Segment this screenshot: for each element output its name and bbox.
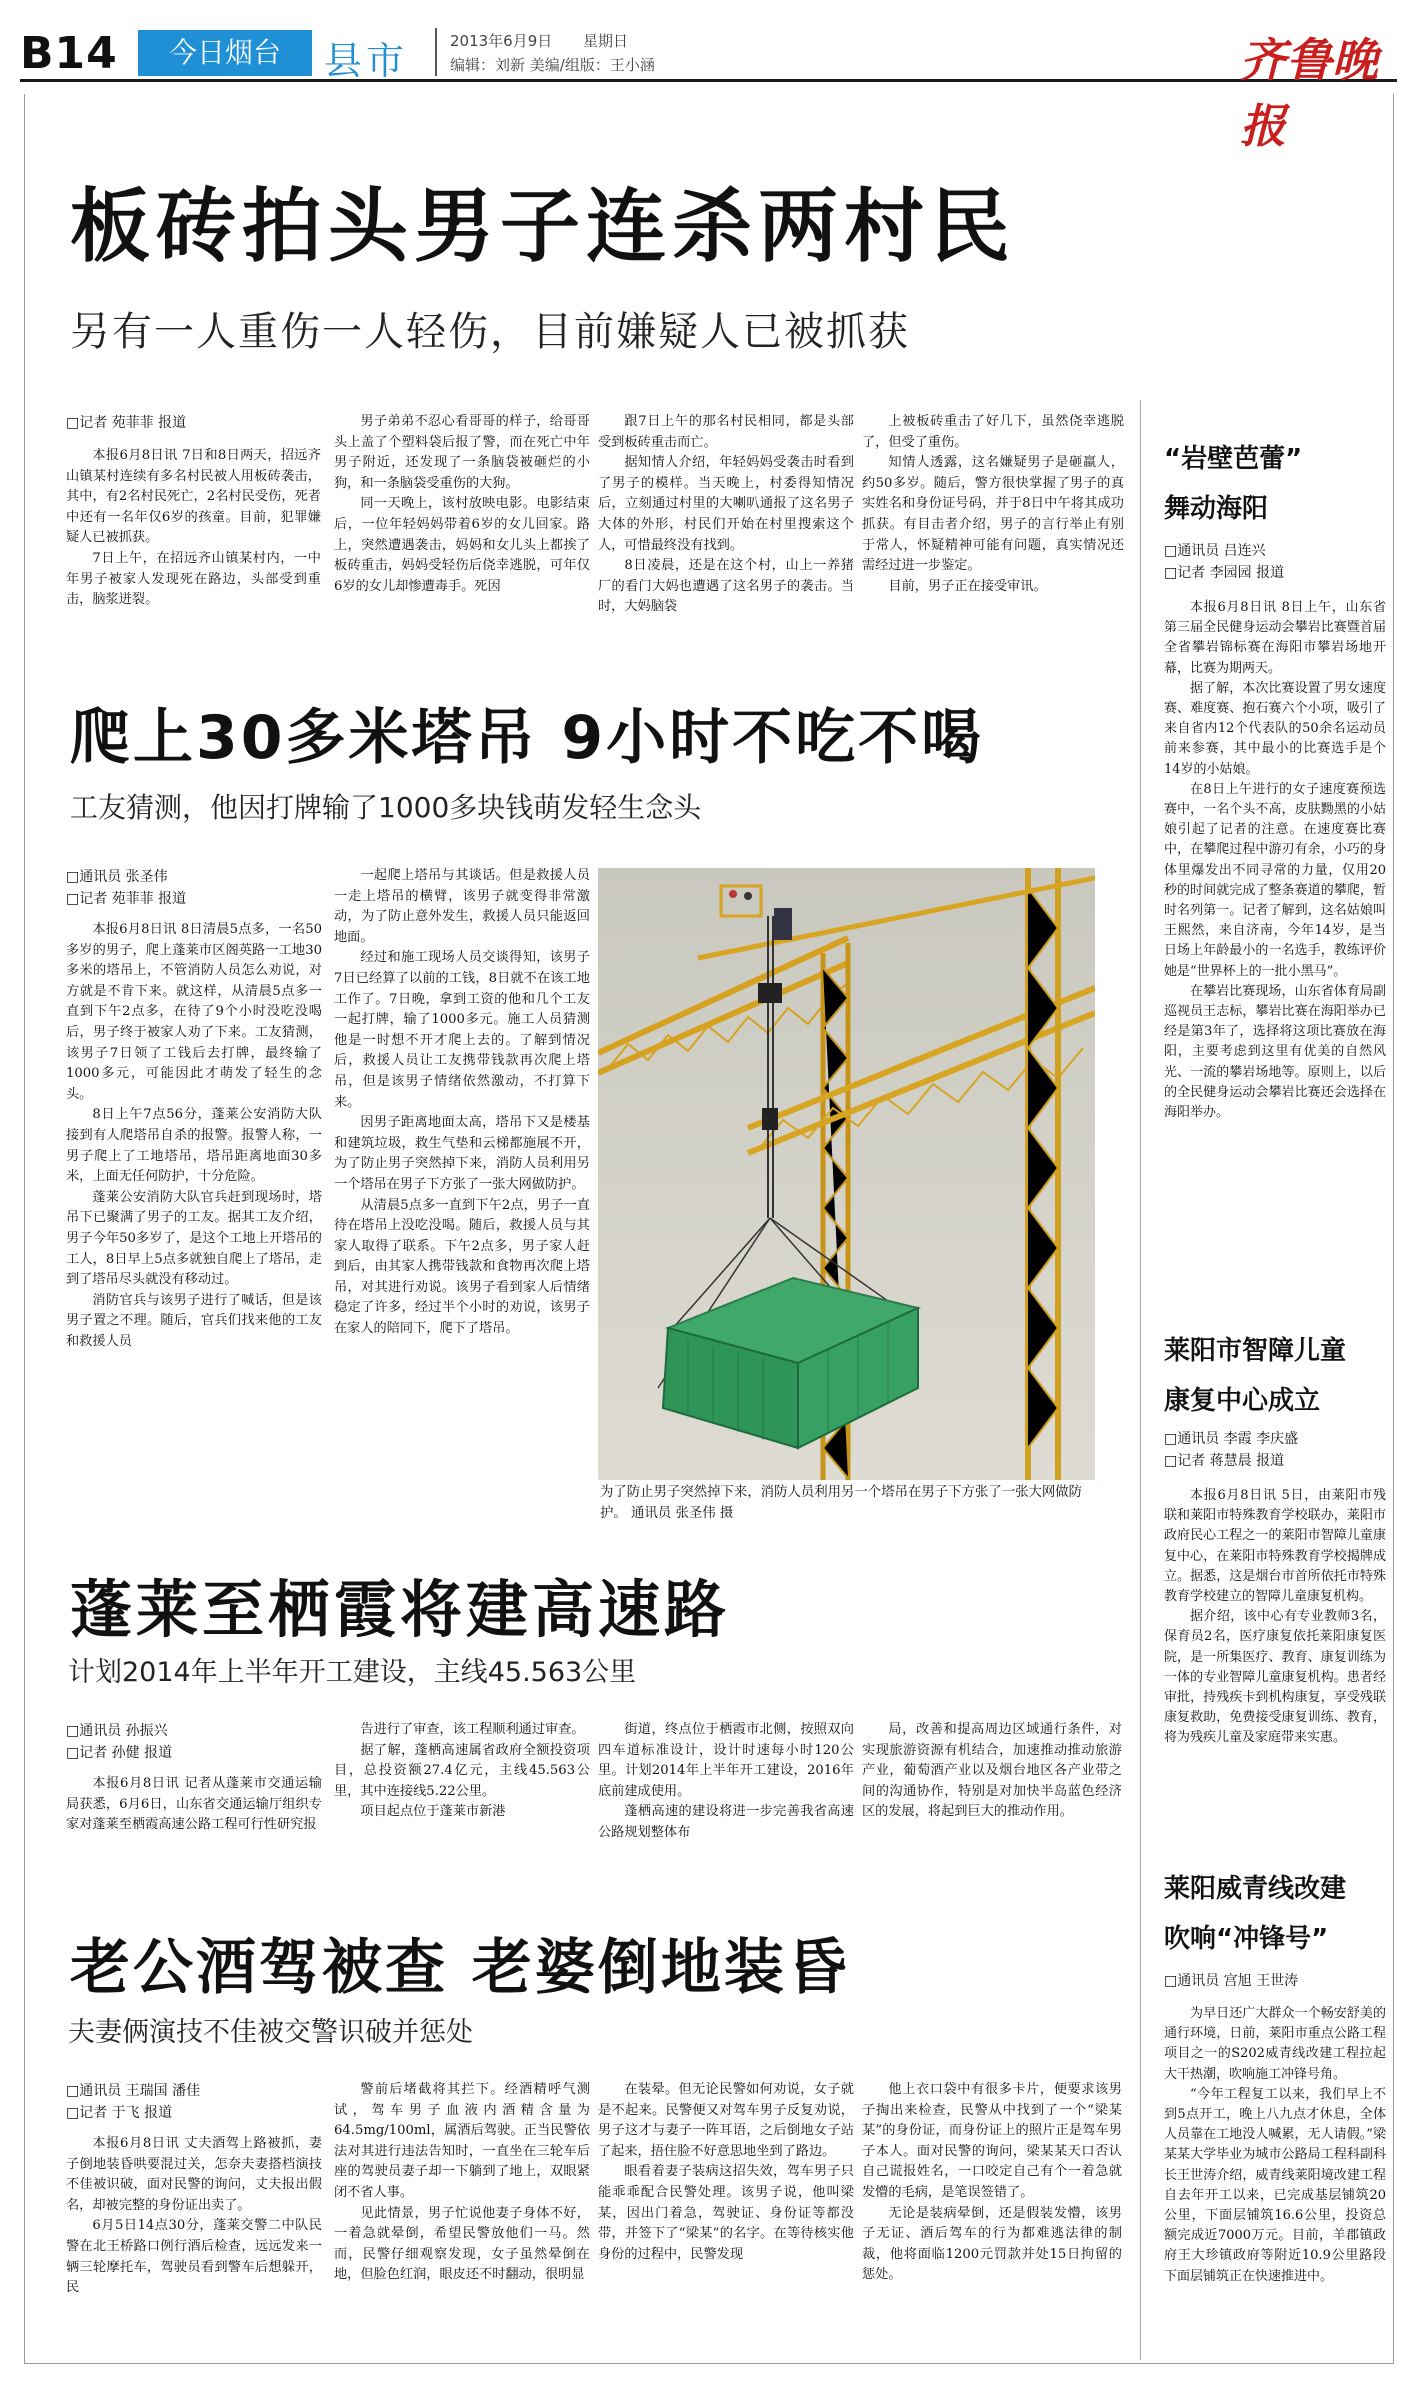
paragraph: 7日上午，在招远齐山镇某村内，一中年男子被家人发现死在路边，头部受到重击，脑浆迸裂。 [66, 550, 321, 608]
paragraph: 警前后堵截将其拦下。经酒精呼气测试，驾车男子血液内酒精含量为64.5mg/100ml，属酒后驾驶。正当民警依法对其进行违法告知时，一直坐在三轮车后座的驾驶员妻子却一下躺到了地上，双眼紧闭不省人事。 [334, 2082, 590, 2200]
paragraph: 知情人透露，这名嫌疑男子是砸羸人，约50多岁。随后，警方很快掌握了男子的真实姓名和身份证号码，并于8日中午将其成功抓获。有目击者介绍，男子的言行举止有别于常人，怀疑精神可能有问题，真实情况还需经过进一步鉴定。 [862, 455, 1124, 574]
paragraph: 为早日还广大群众一个畅安舒美的通行环境，日前，莱阳市重点公路工程项目之一的S202威青线改建工程拉起大干热潮，吹响施工冲锋号角。 [1164, 2006, 1386, 2082]
paragraph: 蓬莱公安消防大队官兵赶到现场时，塔吊下已聚满了男子的工友。据其工友介绍，男子今年50多岁了，是这个工地上开塔吊的工人，8日早上5点多就独自爬上了塔吊，走到了塔吊尽头就没有移动过。 [66, 1189, 322, 1288]
story2-byline-1: □通讯员 张圣伟 [66, 869, 168, 885]
editors-credit: 编辑：刘新 美编/组版：王小涵 [450, 56, 655, 74]
paragraph: 告进行了审查，该工程顺利通过审查。 [360, 1722, 585, 1737]
story3-byline-1: □通讯员 孙振兴 [66, 1723, 168, 1739]
story1-col3 [598, 412, 854, 648]
sidebar-divider [1140, 400, 1141, 2360]
section-name: 县市 [324, 39, 409, 83]
paragraph: 据了解，蓬栖高速属省政府全额投资项目，总投资额27.4亿元，主线45.563公里，其中连接线5.22公里。 [334, 1742, 590, 1799]
story1-subhead: 另有一人重伤一人轻伤，目前嫌疑人已被抓获 [70, 309, 910, 355]
story4-byline-1: □通讯员 王瑞国 潘佳 [66, 2083, 201, 2099]
paragraph: 8日凌晨，还是在这个村，山上一养猪厂的看门大妈也遭遇了这名男子的袭击。当时，大妈脑袋 [598, 558, 854, 615]
paragraph: 目前，男子正在接受审讯。 [888, 578, 1047, 594]
paragraph: 局，改善和提高周边区域通行条件，对实现旅游资源有机结合，加速推动推动旅游产业，葡萄酒产业以及烟台地区各产业带之间的沟通协作，特别是对加快半岛蓝色经济区的发展，将起到巨大的推动作用。 [862, 1722, 1122, 1820]
paragraph: 本报6月8日讯 8日清晨5点多，一名50多岁的男子，爬上蓬莱市区阁英路一工地30多米的塔吊上，不管消防人员怎么劝说，对方就是不肯下来。就这样，从清晨5点多一直到下午2点多，在待了9个小时没吃没喝后，男子终于被家人劝了下来。工友猜测，该男子7日领了工钱后去打牌，最终输了1000多元，可能因此才萌发了轻生的念头。 [66, 922, 322, 1102]
story3-subhead: 计划2014年上半年开工建设，主线45.563公里 [68, 1657, 637, 1688]
paragraph: 据知情人介绍，年轻妈妈受袭击时看到了男子的模样。当天晚上，村委得知情况后，立刻通过村里的大喇叭通报了这名男子大体的外形，村民们开始在村里搜索这个人，可惜最终没有找到。 [598, 455, 854, 553]
story2-col1 [66, 920, 322, 1486]
paragraph: 本报6月8日讯 5日，由莱阳市残联和莱阳市特殊教育学校联办，莱阳市政府民心工程之一的莱阳市智障儿童康复中心，在莱阳市特殊教育学校揭牌成立。据悉，这是烟台市首所依托市特殊教育学校建立的智障儿童康复机构。 [1164, 1488, 1386, 1605]
sidebar3-title-2: 吹响“冲锋号” [1164, 1924, 1329, 1954]
story3-col2 [334, 1720, 590, 1884]
masthead-divider [435, 28, 437, 76]
paragraph: 眼看着妻子装病这招失效，驾车男子只能乖乖配合民警处理。该男子说，他叫梁某，因出门着急，驾驶证、身份证等都没带，并签下了“梁某”的名字。在等待核实他身份的过程中，民警发现 [598, 2164, 854, 2262]
sidebar2-title-2: 康复中心成立 [1164, 1386, 1321, 1416]
sidebar2-byline-2: □记者 蒋慧晨 报道 [1164, 1453, 1285, 1469]
story4-col4 [862, 2080, 1122, 2352]
paragraph: 他上衣口袋中有很多卡片，便要求该男子掏出来检查，民警从中找到了一个“梁某某”的身份证，而身份证上的照片正是驾车男子本人。面对民警的询问，梁某某天口否认自己谎报姓名，一口咬定自己有个一着急就发懵的毛病，是笔误签错了。 [862, 2082, 1122, 2200]
sidebar3-byline-1: □通讯员 宫旭 王世涛 [1164, 1973, 1299, 1989]
sidebar1-body [1164, 598, 1386, 1318]
newspaper-logo: 齐鲁晚报 [1240, 33, 1378, 153]
photo-caption: 为了防止男子突然掉下来，消防人员利用另一个塔吊在男子下方张了一张大网做防护。 通讯员 张圣伟 摄 [600, 1485, 1083, 1521]
story3-col4 [862, 1720, 1122, 1884]
frame-bottom-rule [24, 2363, 1394, 2364]
paragraph: 无论是装病晕倒，还是假装发懵，该男子无证、酒后驾车的行为都难逃法律的制裁，他将面临1200元罚款并处15日拘留的惩处。 [862, 2205, 1122, 2283]
paragraph: 一起爬上塔吊与其谈话。但是救援人员一走上塔吊的横臂，该男子就变得非常激动，为了防止意外发生，救援人员只能返回地面。 [334, 868, 590, 945]
sidebar3-body [1164, 2004, 1386, 2354]
sidebar2-byline-1: □通讯员 李霞 李庆盛 [1164, 1431, 1299, 1447]
story2-byline-2: □记者 苑菲菲 报道 [66, 891, 187, 907]
crane-photo [598, 868, 1095, 1480]
paragraph: 在8日上午进行的女子速度赛预选赛中，一名个头不高，皮肤黝黑的小姑娘引起了记者的注意。在速度赛比赛中，在攀爬过程中游刃有余，小巧的身体里爆发出不同寻常的力量，仅用20秒的时间就完成了整条赛道的攀爬，暂时名列第一。记者了解到，这名姑娘叫王熙然，来自济南，今年14岁，是当日场上年龄最小的一名选手，教练评价她是“世界杯上的一批小黑马”。 [1164, 781, 1386, 979]
story1-col4 [862, 412, 1124, 648]
issue-date: 2013年6月9日 [450, 32, 553, 50]
story4-byline-2: □记者 于飞 报道 [66, 2105, 173, 2121]
paragraph: 项目起点位于蓬莱市新港 [360, 1804, 506, 1820]
paragraph: “今年工程复工以来，我们早上不到5点开工，晚上八九点才休息，全体人员靠在工地没人喊累，无人请假。”梁某某大学毕业为城市公路局工程科副科长王世涛介绍，威青线莱阳境改建工程自去年开工以来，已完成基层铺筑20公里，下面层铺筑16.6公里，投资总额完成近7000万元。目前，羊郡镇政府王大珍镇政府等附近10.9公里路段下面层铺筑正在快速推进中。 [1164, 2086, 1386, 2284]
paragraph: 街道，终点位于栖霞市北侧，按照双向四车道标准设计，设计时速每小时120公里。计划2014年上半年开工建设，2016年底前建成使用。 [598, 1722, 854, 1799]
sidebar2-body [1164, 1486, 1386, 1846]
paragraph: 本报6月8日讯 丈夫酒驾上路被抓，妻子倒地装昏哄要混过关，怎奈夫妻搭档演技不佳被识破，面对民警的询问，丈夫报出假名，却被完整的身份证出卖了。 [66, 2136, 322, 2213]
paragraph: 因男子距离地面太高，塔吊下又是楼基和建筑垃圾，救生气垫和云梯都施展不开，为了防止男子突然掉下来，消防人员利用另一个塔吊在男子下方张了一张大网做防护。 [334, 1115, 590, 1192]
frame-right-rule [1393, 94, 1394, 2364]
story1-headline: 板砖拍头男子连杀两村民 [70, 180, 1016, 273]
story4-subhead: 夫妻俩演技不佳被交警识破并惩处 [68, 2017, 473, 2048]
paragraph: 消防官兵与该男子进行了喊话，但是该男子置之不理。随后，官兵们找来他的工友和救援人员 [66, 1292, 322, 1349]
crane-illustration [598, 868, 1095, 1480]
paragraph: 男子弟弟不忍心看哥哥的样子，给哥哥头上盖了个塑料袋后报了警，而在死亡中年男子附近，还发现了一条脑袋被砸烂的小狗，和一条脑袋受重伤的大狗。 [334, 414, 590, 491]
paragraph: 见此情景，男子忙说他妻子身体不好，一着急就晕倒，希望民警放他们一马。然而，民警仔细观察发现，女子虽然晕倒在地，但脸色红润，眼皮还不时翻动，很明显 [334, 2205, 590, 2283]
page-number: B14 [20, 28, 118, 79]
paragraph: 本报6月8日讯 7日和8日两天，招远齐山镇某村连续有多名村民被人用板砖袭击，其中，有2名村民死亡，2名村民受伤，死者中还有一名年仅6岁的孩童。目前，犯罪嫌疑人已被抓获。 [66, 448, 321, 546]
section-badge: 今日烟台 [138, 30, 312, 76]
story3-headline: 蓬莱至栖霞将建高速路 [70, 1573, 731, 1646]
paragraph: 据介绍，该中心有专业教师3名，保育员2名，医疗康复依托莱阳康复医院，是一所集医疗、教育、康复训练为一体的专业智障儿童康复机构。患者经审批，持残疾卡到机构康复，享受残联康复救助，免费接受康复训练、教育，将为残疾儿童及家庭带来实惠。 [1164, 1609, 1386, 1746]
sidebar1-title-1: “岩壁芭蕾” [1164, 444, 1303, 474]
story3-byline-2: □记者 孙健 报道 [66, 1745, 173, 1761]
paragraph: 8日上午7点56分，蓬莱公安消防大队接到有人爬塔吊自杀的报警。报警人称，一男子爬上了工地塔吊，塔吊距离地面30多米，上面无任何防护，十分危险。 [66, 1107, 322, 1185]
paragraph: 本报6月8日讯 8日上午，山东省第三届全民健身运动会攀岩比赛暨首届全省攀岩锦标赛在海阳市攀岩场地开幕，比赛为期两天。 [1164, 600, 1386, 676]
story3-col1 [66, 1774, 322, 1884]
story2-headline: 爬上30多米塔吊 9小时不吃不喝 [70, 703, 985, 773]
story1-col2 [334, 412, 590, 648]
story2-col2 [334, 866, 590, 1486]
sidebar2-title-1: 莱阳市智障儿童 [1164, 1336, 1347, 1366]
sidebar1-byline-1: □通讯员 吕连兴 [1164, 543, 1266, 559]
issue-weekday: 星期日 [583, 32, 629, 50]
frame-left-rule [24, 94, 25, 2364]
paragraph: 蓬栖高速的建设将进一步完善我省高速公路规划整体布 [598, 1804, 854, 1840]
paragraph: 上被板砖重击了好几下，虽然侥幸逃脱了，但受了重伤。 [862, 414, 1124, 450]
sidebar1-byline-2: □记者 李园园 报道 [1164, 565, 1285, 581]
story1-byline: □记者 苑菲菲 报道 [66, 415, 187, 431]
paragraph: 在装晕。但无论民警如何劝说，女子就是不起来。民警便又对驾车男子反复劝说，男子这才与妻子一阵耳语，之后倒地女子站了起来，捂住脸不好意思地坐到了路边。 [598, 2082, 854, 2159]
story1-col1 [66, 446, 321, 646]
paragraph: 经过和施工现场人员交谈得知，该男子7日已经算了以前的工钱，8日就不在该工地工作了。7日晚，拿到工资的他和几个工友一起打牌，输了1000多元。施工人员猜测他是一时想不开才爬上去的。了解到情况后，救援人员让工友携带钱款再次爬上塔吊，但是该男子情绪依然激动，不打算下来。 [334, 950, 590, 1110]
paragraph: 本报6月8日讯 记者从蓬莱市交通运输局获悉，6月6日，山东省交通运输厅组织专家对蓬莱至栖霞高速公路工程可行性研究报 [66, 1776, 322, 1833]
sidebar1-title-2: 舞动海阳 [1164, 494, 1269, 524]
paragraph: 6月5日14点30分，蓬莱交警二中队民警在北王桥路口例行酒后检查，远远发来一辆三轮摩托车，驾驶员看到警车后想躲开，民 [66, 2218, 322, 2296]
story4-col2 [334, 2080, 590, 2352]
story4-headline: 老公酒驾被查 老婆倒地装昏 [70, 1933, 850, 2003]
story3-col3 [598, 1720, 854, 1884]
paragraph: 据了解，本次比赛设置了男女速度赛、难度赛、抱石赛六个小项，吸引了来自省内12个代表队的50余名运动员前来参赛，其中最小的比赛选手是个14岁的小姑娘。 [1164, 680, 1386, 777]
sidebar3-title-1: 莱阳威青线改建 [1164, 1874, 1347, 1904]
story4-col1 [66, 2134, 322, 2352]
paragraph: 在攀岩比赛现场，山东省体育局副巡视员王志标，攀岩比赛在海阳举办已经是第3年了，选择将这项比赛放在海阳，主要考虑到这里有优美的自然风光、一流的攀岩场地等。原则上，以后的全民健身运动会攀岩比赛还会选择在海阳举办。 [1164, 983, 1386, 1121]
paragraph: 跟7日上午的那名村民相同，都是头部受到板砖重击而亡。 [598, 414, 854, 450]
paragraph: 从清晨5点多一直到下午2点，男子一直待在塔吊上没吃没喝。随后，救援人员与其家人取得了联系。下午2点多，男子家人赶到后，由其家人携带钱款和食物再次爬上塔吊，对其进行劝说。该男子看到家人后情绪稳定了许多，经过半个小时的劝说，该男子在家人的陪同下，爬下了塔吊。 [334, 1197, 590, 1337]
masthead [20, 20, 1397, 153]
story2-subhead: 工友猜测，他因打牌输了1000多块钱萌发轻生念头 [70, 791, 702, 824]
paragraph: 同一天晚上，该村放映电影。电影结束后，一位年轻妈妈带着6岁的女儿回家。路上，突然遭遇袭击，妈妈和女儿头上都挨了板砖重击，妈妈受轻伤后侥幸逃脱，可年仅6岁的女儿却惨遭毒手。死因 [334, 496, 590, 594]
story4-col3 [598, 2080, 854, 2352]
